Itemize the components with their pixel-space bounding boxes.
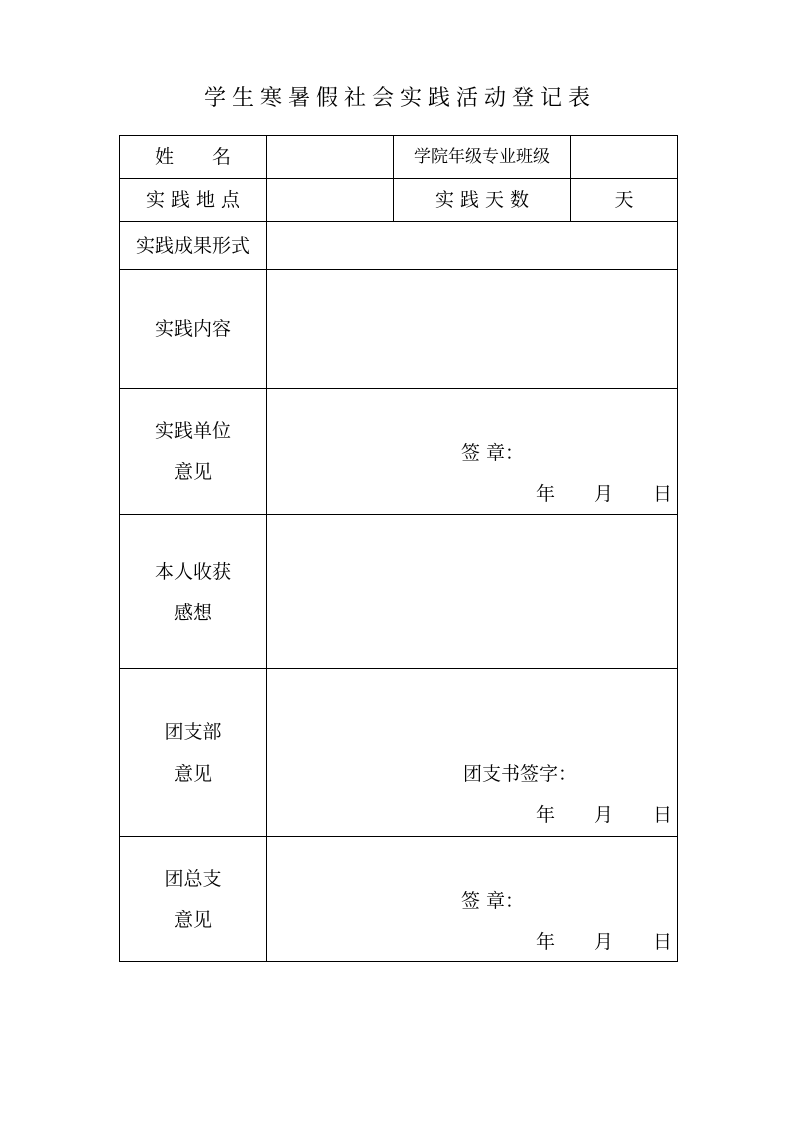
- row-divider: [120, 668, 677, 669]
- row-divider: [120, 514, 677, 515]
- row-divider: [120, 269, 677, 270]
- general-branch-opinion-label-line1: 团总支: [164, 868, 222, 890]
- result-form-value[interactable]: [270, 234, 670, 258]
- row-divider: [120, 221, 677, 222]
- branch-signature-label: 团支书签字：: [463, 763, 578, 785]
- unit-date-day: 日: [653, 483, 673, 505]
- branch-date-month: 月: [594, 804, 614, 826]
- practice-content-value[interactable]: [270, 276, 670, 376]
- name-label: 姓 名: [154, 146, 231, 168]
- name-value[interactable]: [270, 145, 390, 169]
- branch-opinion-label-line1: 团支部: [164, 721, 222, 743]
- practice-days-unit: 天: [614, 189, 634, 211]
- row-divider: [120, 388, 677, 389]
- result-form-label: 实践成果形式: [135, 235, 250, 257]
- reflection-label-line2: 感想: [173, 602, 212, 624]
- general-date-year: 年: [536, 931, 556, 953]
- branch-date-day: 日: [653, 804, 673, 826]
- practice-days-label: 实 践 天 数: [434, 189, 530, 211]
- branch-date-year: 年: [536, 804, 556, 826]
- general-date-month: 月: [594, 931, 614, 953]
- unit-signature-label: 签 章：: [461, 442, 525, 464]
- row-divider: [120, 836, 677, 837]
- department-value[interactable]: [574, 145, 674, 169]
- reflection-label-line1: 本人收获: [154, 561, 231, 583]
- registration-form-table: [119, 135, 678, 962]
- label-column-divider: [266, 136, 267, 961]
- practice-content-label: 实践内容: [154, 318, 231, 340]
- unit-opinion-label-line1: 实践单位: [154, 420, 231, 442]
- general-branch-opinion-label-line2: 意见: [173, 909, 212, 931]
- department-label: 学院年级专业班级: [414, 147, 550, 167]
- form-title: 学生寒暑假社会实践活动登记表: [203, 86, 596, 111]
- general-signature-label: 签 章：: [461, 890, 525, 912]
- practice-place-label: 实 践 地 点: [145, 189, 241, 211]
- general-date-day: 日: [653, 931, 673, 953]
- unit-opinion-label-line2: 意见: [173, 461, 212, 483]
- practice-place-value[interactable]: [270, 188, 390, 212]
- branch-opinion-label-line2: 意见: [173, 763, 212, 785]
- unit-date-month: 月: [594, 483, 614, 505]
- unit-date-year: 年: [536, 483, 556, 505]
- row-divider: [120, 178, 677, 179]
- reflection-value[interactable]: [270, 522, 670, 662]
